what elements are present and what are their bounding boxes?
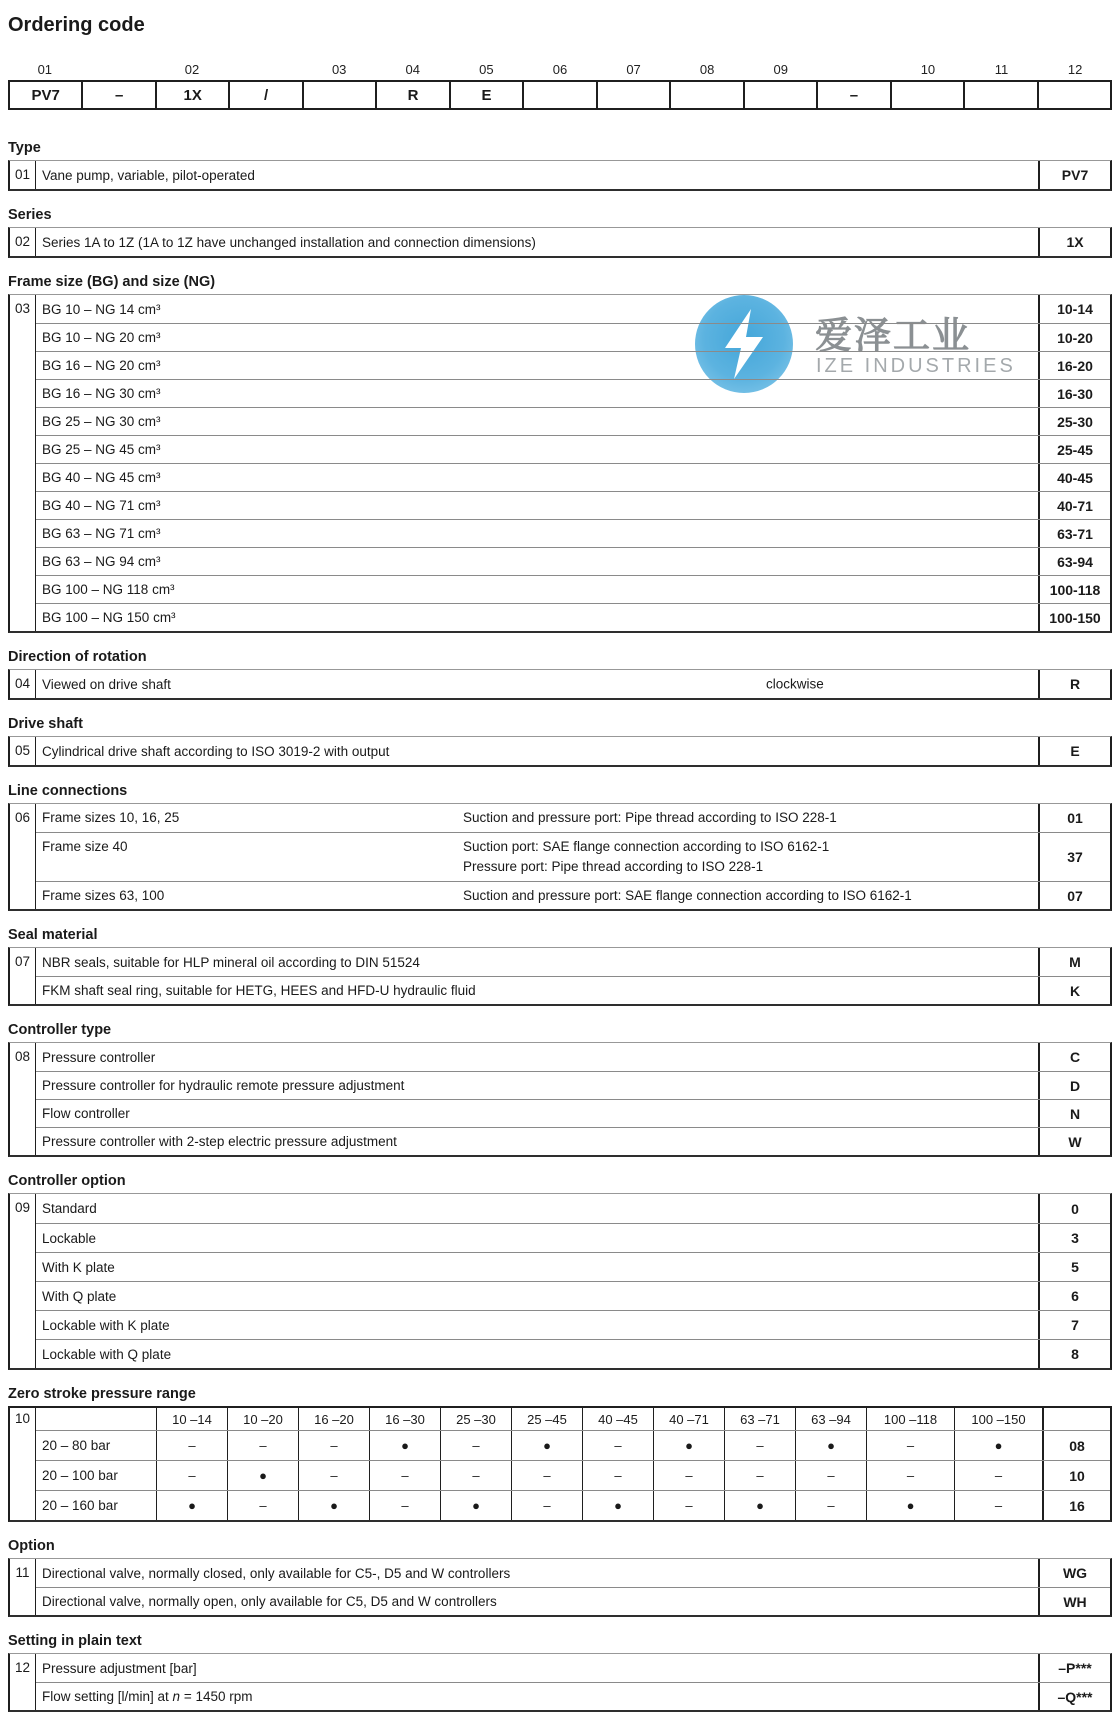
row-code: 16	[1042, 1491, 1110, 1520]
matrix-cell: ●	[795, 1431, 866, 1460]
table-row	[36, 161, 1110, 189]
matrix-cell: ●	[866, 1491, 954, 1520]
table-row	[36, 832, 1110, 881]
table-row	[36, 976, 1110, 1004]
matrix-cell: ●	[724, 1491, 795, 1520]
code-cell	[596, 80, 671, 110]
matrix-cell: –	[795, 1491, 866, 1520]
row-code: 01	[1038, 804, 1110, 832]
row-code: 37	[1038, 833, 1110, 881]
page-title: Ordering code	[8, 14, 145, 36]
row-code: E	[1038, 737, 1110, 765]
section-heading: Series	[8, 207, 52, 223]
table-row	[36, 1310, 1110, 1339]
section-heading: Controller type	[8, 1022, 112, 1038]
row-detail: Suction and pressure port: SAE flange connection according to ISO 6162-1	[463, 888, 912, 903]
matrix-cell: –	[954, 1461, 1042, 1490]
table-row	[36, 491, 1110, 519]
table-row	[36, 1194, 1110, 1223]
table-row	[36, 435, 1110, 463]
row-code: 3	[1038, 1224, 1110, 1252]
row-detail: Suction port: SAE flange connection according to ISO 6162-1	[463, 839, 830, 854]
code-cell: –	[81, 80, 156, 110]
row-code: 16-30	[1038, 380, 1110, 407]
code-cell	[743, 80, 818, 110]
section-heading: Controller option	[8, 1173, 126, 1189]
row-description: BG 40 – NG 71 cm³	[42, 498, 161, 513]
row-description: Lockable	[42, 1230, 97, 1246]
matrix-cell: –	[227, 1431, 298, 1460]
row-code: 6	[1038, 1282, 1110, 1310]
matrix-cell: –	[440, 1461, 511, 1490]
table-row	[36, 1559, 1110, 1587]
row-description: With K plate	[42, 1259, 115, 1275]
table-row	[36, 295, 1110, 323]
table-row	[36, 1043, 1110, 1071]
row-code: 7	[1038, 1311, 1110, 1339]
matrix-cell: ●	[369, 1431, 440, 1460]
code-cell	[963, 80, 1038, 110]
row-description: Pressure controller for hydraulic remote pressure adjustment	[42, 1078, 405, 1093]
code-cell: –	[816, 80, 891, 110]
column-number	[229, 62, 303, 80]
row-code: 10	[1042, 1461, 1110, 1490]
row-code: WH	[1038, 1588, 1110, 1615]
section-heading: Setting in plain text	[8, 1633, 142, 1649]
matrix-cell: –	[227, 1491, 298, 1520]
row-description: BG 100 – NG 150 cm³	[42, 610, 176, 625]
row-label: 20 – 160 bar	[42, 1498, 118, 1513]
column-header: 40 –71	[653, 1408, 724, 1430]
code-strip-column-numbers	[8, 62, 1112, 80]
row-code: N	[1038, 1100, 1110, 1127]
column-number: 05	[479, 62, 494, 77]
column-number: 08	[699, 62, 715, 77]
section-rotation	[8, 649, 1112, 700]
table-row	[36, 1127, 1110, 1155]
matrix-cell: –	[369, 1491, 440, 1520]
section-heading: Seal material	[8, 927, 98, 943]
matrix-cell: ●	[511, 1431, 582, 1460]
table-row	[36, 804, 1110, 832]
section-zero-stroke	[8, 1386, 1112, 1522]
table-row	[36, 670, 1110, 698]
row-number: 12	[10, 1654, 36, 1710]
row-code: 40-71	[1038, 492, 1110, 519]
row-number: 06	[10, 804, 36, 909]
code-cell: E	[449, 80, 524, 110]
row-description: Frame sizes 10, 16, 25	[42, 810, 180, 825]
table-row	[36, 228, 1110, 256]
variable-n: n	[172, 1689, 181, 1704]
table-row	[36, 948, 1110, 976]
section-line-connections	[8, 783, 1112, 911]
section-option	[8, 1538, 1112, 1617]
row-number: 08	[10, 1043, 36, 1155]
row-description: BG 16 – NG 20 cm³	[42, 358, 161, 373]
matrix-cell: ●	[298, 1491, 369, 1520]
matrix-cell: –	[298, 1461, 369, 1490]
matrix-cell: ●	[227, 1461, 298, 1490]
row-description: Flow setting [l/min] at	[42, 1689, 173, 1704]
column-header: 40 –45	[582, 1408, 653, 1430]
table-row	[36, 351, 1110, 379]
row-number: 04	[10, 670, 36, 698]
column-number: 07	[626, 62, 641, 77]
section-frame-size	[8, 274, 1112, 633]
table-row	[36, 323, 1110, 351]
section-drive-shaft	[8, 716, 1112, 767]
matrix-cell: –	[653, 1461, 724, 1490]
row-code: –Q***	[1038, 1683, 1110, 1710]
row-code: WG	[1038, 1559, 1110, 1587]
row-code: 25-45	[1038, 436, 1110, 463]
table-row	[36, 1223, 1110, 1252]
row-code: D	[1038, 1072, 1110, 1099]
row-code: W	[1038, 1128, 1110, 1155]
table-row	[36, 547, 1110, 575]
row-number: 09	[10, 1194, 36, 1368]
row-description: Standard	[42, 1201, 97, 1216]
row-description: BG 63 – NG 94 cm³	[42, 554, 161, 569]
column-number	[82, 62, 156, 80]
row-description: NBR seals, suitable for HLP mineral oil according to DIN 51524	[42, 954, 420, 970]
section-heading: Frame size (BG) and size (NG)	[8, 274, 216, 290]
row-number: 07	[10, 948, 36, 1004]
row-code: R	[1038, 670, 1110, 698]
table-row	[36, 1252, 1110, 1281]
table-row	[36, 1682, 1110, 1710]
section-seal-material	[8, 927, 1112, 1006]
column-number: 10	[920, 62, 936, 77]
row-description: BG 100 – NG 118 cm³	[42, 582, 175, 597]
row-description: BG 10 – NG 20 cm³	[42, 330, 161, 345]
row-code: 07	[1038, 882, 1110, 909]
column-header: 25 –30	[440, 1408, 511, 1430]
section-plain-text	[8, 1633, 1112, 1712]
ordering-code-strip	[8, 62, 1112, 110]
row-description: BG 40 – NG 45 cm³	[42, 470, 161, 485]
section-heading: Zero stroke pressure range	[8, 1386, 196, 1402]
matrix-cell: –	[511, 1491, 582, 1520]
column-header: 16 –30	[369, 1408, 440, 1430]
code-cell	[890, 80, 965, 110]
section-heading: Option	[8, 1538, 55, 1554]
matrix-cell: –	[724, 1431, 795, 1460]
matrix-cell: –	[582, 1431, 653, 1460]
matrix-cell: –	[954, 1491, 1042, 1520]
row-code: 63-94	[1038, 548, 1110, 575]
row-description: Flow controller	[42, 1106, 130, 1121]
section-heading: Drive shaft	[8, 716, 83, 732]
matrix-row	[36, 1490, 1110, 1520]
row-description: Pressure adjustment [bar]	[42, 1660, 197, 1676]
code-cell	[1037, 80, 1112, 110]
row-number: 01	[10, 161, 36, 189]
row-description: FKM shaft seal ring, suitable for HETG, HEES and HFD-U hydraulic fluid	[42, 983, 476, 998]
code-strip-cells	[8, 80, 1112, 110]
row-label: 20 – 80 bar	[42, 1438, 111, 1453]
column-number: 02	[184, 62, 200, 77]
section-heading: Direction of rotation	[8, 649, 147, 665]
column-header: 10 –20	[227, 1408, 298, 1430]
row-code: 100-118	[1038, 576, 1110, 603]
table-row	[36, 463, 1110, 491]
table-row	[36, 1587, 1110, 1615]
code-cell: 1X	[155, 80, 230, 110]
matrix-cell: –	[866, 1461, 954, 1490]
section-controller-type	[8, 1022, 1112, 1157]
row-detail: Pressure port: Pipe thread according to ISO 228-1	[463, 859, 764, 874]
section-heading: Line connections	[8, 783, 128, 799]
row-code: 1X	[1038, 228, 1110, 256]
matrix-cell: –	[440, 1431, 511, 1460]
column-number: 11	[994, 62, 1009, 77]
column-header: 100 –118	[866, 1408, 954, 1430]
table-row	[36, 1281, 1110, 1310]
row-code: 25-30	[1038, 408, 1110, 435]
code-cell: /	[228, 80, 303, 110]
row-description: Vane pump, variable, pilot-operated	[42, 167, 255, 183]
row-description: BG 25 – NG 30 cm³	[42, 414, 161, 429]
table-row	[36, 1654, 1110, 1682]
matrix-cell: ●	[582, 1491, 653, 1520]
code-cell: R	[375, 80, 450, 110]
matrix-row	[36, 1430, 1110, 1460]
row-number: 03	[10, 295, 36, 631]
watermark-en-text: IZE INDUSTRIES	[816, 355, 1016, 377]
row-description: Directional valve, normally open, only available for C5, D5 and W controllers	[42, 1594, 497, 1609]
row-description: Series 1A to 1Z (1A to 1Z have unchanged installation and connection dimensions)	[42, 234, 536, 250]
row-code: 10-20	[1038, 324, 1110, 351]
row-code: M	[1038, 948, 1110, 976]
code-cell	[669, 80, 744, 110]
row-number: 11	[10, 1559, 36, 1615]
matrix-cell: ●	[440, 1491, 511, 1520]
column-number: 03	[331, 62, 347, 77]
table-row	[36, 519, 1110, 547]
row-description: Lockable with Q plate	[42, 1346, 172, 1362]
column-header: 16 –20	[298, 1408, 369, 1430]
rotation-note: clockwise	[766, 676, 824, 692]
row-code: 10-14	[1038, 295, 1110, 323]
matrix-cell: –	[582, 1461, 653, 1490]
row-code: 0	[1038, 1194, 1110, 1223]
column-number: 12	[1067, 62, 1083, 77]
table-row	[36, 1071, 1110, 1099]
table-row	[36, 407, 1110, 435]
column-header: 25 –45	[511, 1408, 582, 1430]
row-description: Lockable with K plate	[42, 1317, 170, 1333]
table-row	[36, 881, 1110, 909]
matrix-row	[36, 1460, 1110, 1490]
row-description: Pressure controller with 2-step electric pressure adjustment	[42, 1134, 397, 1149]
matrix-cell: –	[369, 1461, 440, 1490]
row-description: = 1450 rpm	[180, 1689, 253, 1704]
row-number: 02	[10, 228, 36, 256]
column-header: 10 –14	[156, 1408, 227, 1430]
row-label: 20 – 100 bar	[42, 1468, 118, 1483]
column-header: 63 –94	[795, 1408, 866, 1430]
table-row	[36, 575, 1110, 603]
watermark-cn-text: 爱泽工业	[815, 315, 971, 356]
row-number: 10	[10, 1408, 36, 1520]
matrix-header-row	[36, 1408, 1110, 1430]
column-number: 06	[552, 62, 568, 77]
matrix-cell: –	[653, 1491, 724, 1520]
column-header: 63 –71	[724, 1408, 795, 1430]
row-code: 63-71	[1038, 520, 1110, 547]
column-number: 01	[37, 62, 53, 77]
row-code: K	[1038, 977, 1110, 1004]
table-row	[36, 1099, 1110, 1127]
row-code: C	[1038, 1043, 1110, 1071]
matrix-cell: ●	[653, 1431, 724, 1460]
code-cell: PV7	[8, 80, 83, 110]
column-number: 09	[773, 62, 788, 77]
matrix-cell: –	[866, 1431, 954, 1460]
row-code: –P***	[1038, 1654, 1110, 1682]
matrix-cell: –	[156, 1431, 227, 1460]
section-type	[8, 140, 1112, 191]
row-description: Pressure controller	[42, 1049, 156, 1065]
code-cell	[302, 80, 377, 110]
matrix-cell: ●	[156, 1491, 227, 1520]
row-description: Frame sizes 63, 100	[42, 888, 165, 903]
matrix-cell: –	[724, 1461, 795, 1490]
column-number	[818, 62, 892, 80]
matrix-cell: –	[298, 1431, 369, 1460]
section-heading: Type	[8, 140, 41, 156]
row-description: BG 25 – NG 45 cm³	[42, 442, 161, 457]
row-code: 100-150	[1038, 604, 1110, 631]
row-description: BG 16 – NG 30 cm³	[42, 386, 161, 401]
column-header: 100 –150	[954, 1408, 1042, 1430]
row-detail: Suction and pressure port: Pipe thread according to ISO 228-1	[463, 810, 837, 825]
row-code: 8	[1038, 1340, 1110, 1368]
matrix-cell: ●	[954, 1431, 1042, 1460]
row-code: 16-20	[1038, 352, 1110, 379]
matrix-cell: –	[795, 1461, 866, 1490]
row-number: 05	[10, 737, 36, 765]
section-series	[8, 207, 1112, 258]
column-number: 04	[405, 62, 420, 77]
row-description: Viewed on drive shaft	[42, 676, 171, 692]
row-code: 5	[1038, 1253, 1110, 1281]
row-description: Directional valve, normally closed, only available for C5-, D5 and W controllers	[42, 1565, 511, 1581]
section-controller-option	[8, 1173, 1112, 1370]
row-description: Frame size 40	[42, 839, 128, 854]
row-description: With Q plate	[42, 1288, 117, 1304]
row-description: BG 10 – NG 14 cm³	[42, 301, 161, 317]
code-cell	[522, 80, 597, 110]
row-code: 40-45	[1038, 464, 1110, 491]
row-code: PV7	[1038, 161, 1110, 189]
matrix-cell: –	[511, 1461, 582, 1490]
row-description: BG 63 – NG 71 cm³	[42, 526, 161, 541]
matrix-cell: –	[156, 1461, 227, 1490]
table-row	[36, 1339, 1110, 1368]
row-description: Cylindrical drive shaft according to ISO 3019-2 with output	[42, 743, 390, 759]
row-code: 08	[1042, 1431, 1110, 1460]
table-row	[36, 603, 1110, 631]
table-row	[36, 737, 1110, 765]
table-row	[36, 379, 1110, 407]
